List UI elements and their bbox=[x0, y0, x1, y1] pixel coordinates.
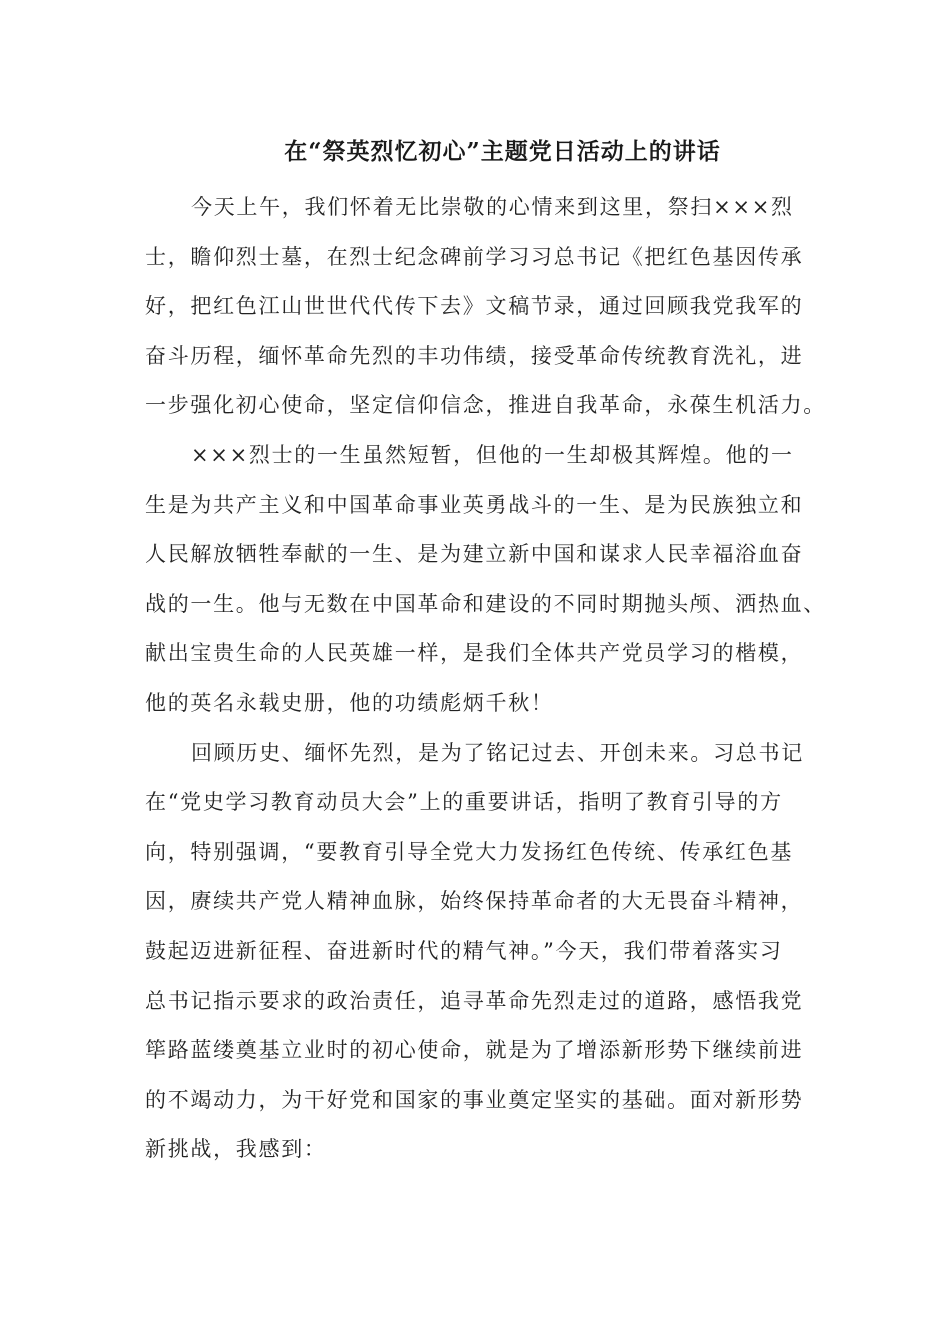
paragraph-line: 总书记指示要求的政治责任，追寻革命先烈走过的道路，感悟我党 bbox=[145, 988, 804, 1013]
paragraph-line: 奋斗历程，缅怀革命先烈的丰功伟绩，接受革命传统教育洗礼，进 bbox=[145, 343, 804, 368]
paragraph-line: 生是为共产主义和中国革命事业英勇战斗的一生、是为民族独立和 bbox=[145, 492, 804, 517]
paragraph-line: 筚路蓝缕奠基立业时的初心使命，就是为了增添新形势下继续前进 bbox=[145, 1038, 804, 1063]
paragraph-3 bbox=[145, 729, 815, 1175]
paragraph-line: 在“党史学习教育动员大会”上的重要讲话，指明了教育引导的方 bbox=[145, 790, 783, 815]
paragraph-line: 人民解放牺牲奉献的一生、是为建立新中国和谋求人民幸福浴血奋 bbox=[145, 542, 804, 567]
paragraph-line: 鼓起迈进新征程、奋进新时代的精气神。”今天，我们带着落实习 bbox=[145, 938, 783, 963]
paragraph-line: 士，瞻仰烈士墓，在烈士纪念碑前学习习总书记《把红色基因传承 bbox=[145, 244, 804, 269]
paragraph-line: 他的英名永载史册，他的功绩彪炳千秋！ bbox=[145, 690, 554, 715]
paragraph-line: 今天上午，我们怀着无比崇敬的心情来到这里，祭扫×××烈 bbox=[191, 195, 794, 219]
paragraph-line: 一步强化初心使命，坚定信仰信念，推进自我革命，永葆生机活力。 bbox=[145, 393, 826, 418]
paragraph-line: 好，把红色江山世世代代传下去》文稿节录，通过回顾我党我军的 bbox=[145, 294, 804, 319]
document-body bbox=[145, 183, 826, 1175]
paragraph-line: 新挑战，我感到： bbox=[145, 1137, 327, 1162]
paragraph-1 bbox=[145, 183, 826, 431]
paragraph-line: 回顾历史、缅怀先烈，是为了铭记过去、开创未来。习总书记 bbox=[191, 740, 804, 765]
paragraph-line: 因，赓续共产党人精神血脉，始终保持革命者的大无畏奋斗精神， bbox=[145, 889, 804, 914]
paragraph-line: 向，特别强调，“要教育引导全党大力发扬红色传统、传承红色基 bbox=[145, 839, 794, 864]
paragraph-2 bbox=[145, 431, 826, 729]
paragraph-line: 献出宝贵生命的人民英雄一样，是我们全体共产党员学习的楷模， bbox=[145, 641, 804, 666]
paragraph-line: 战的一生。他与无数在中国革命和建设的不同时期抛头颅、洒热血、 bbox=[145, 591, 826, 616]
document-title: 在“祭英烈忆初心”主题党日活动上的讲话 bbox=[284, 138, 721, 165]
paragraph-line: ×××烈士的一生虽然短暂，但他的一生却极其辉煌。他的一 bbox=[191, 442, 794, 467]
paragraph-line: 的不竭动力，为干好党和国家的事业奠定坚实的基础。面对新形势 bbox=[145, 1087, 804, 1112]
